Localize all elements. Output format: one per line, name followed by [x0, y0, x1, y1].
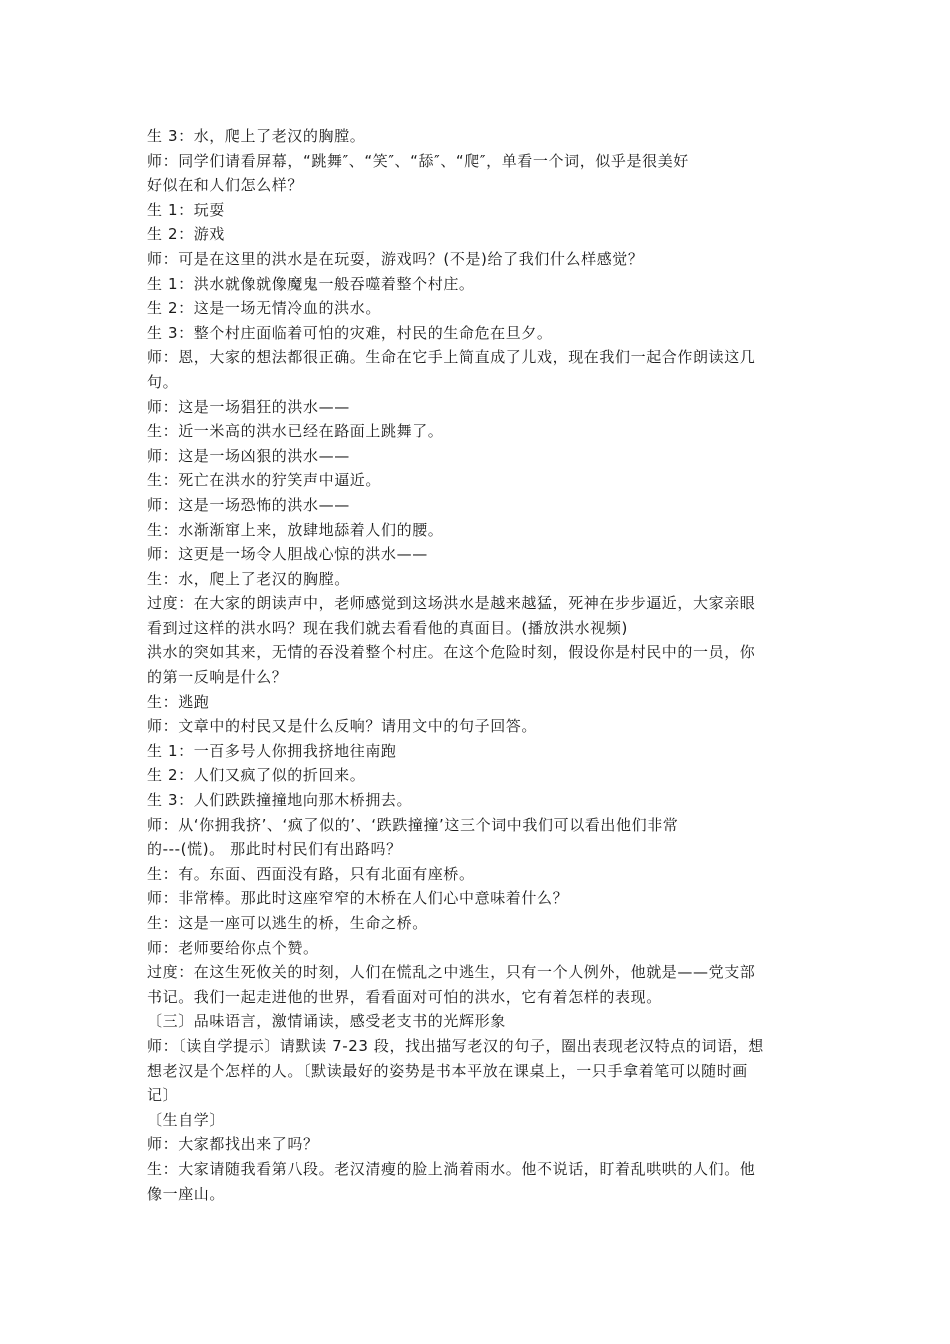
text-line: 生 1：玩耍: [147, 200, 225, 219]
text-line: 像一座山。: [147, 1184, 226, 1203]
text-line: 书记。我们一起走进他的世界，看看面对可怕的洪水，它有着怎样的表现。: [147, 987, 662, 1006]
text-line: 师：文章中的村民又是什么反响？请用文中的句子回答。: [147, 717, 538, 736]
text-line: 师：可是在这里的洪水是在玩耍，游戏吗？(不是)给了我们什么样感觉？: [147, 249, 644, 268]
text-line: 生：水，爬上了老汉的胸膛。: [147, 569, 350, 588]
text-line: 生 2：人们又疯了似的折回来。: [147, 766, 366, 785]
text-line: 师：大家都找出来了吗？: [147, 1135, 319, 1154]
text-line: 好似在和人们怎么样？: [147, 176, 304, 195]
text-line: 师：恩，大家的想法都很正确。生命在它手上简直成了儿戏，现在我们一起合作朗读这几: [147, 348, 756, 367]
text-line: 〔生自学〕: [147, 1110, 226, 1129]
text-line: 生：这是一座可以逃生的桥，生命之桥。: [147, 914, 428, 932]
text-line: 生 2：这是一场无情冷血的洪水。: [147, 299, 381, 318]
text-line: 生 1：一百多号人你拥我挤地往南跑: [147, 741, 397, 760]
text-line: 过度：在大家的朗读声中，老师感觉到这场洪水是越来越猛，死神在步步逼近，大家亲眼: [147, 594, 756, 613]
text-line: 师：非常棒。那此时这座窄窄的木桥在人们心中意味着什么？: [147, 889, 569, 908]
text-line: 看到过这样的洪水吗？现在我们就去看看他的真面目。(播放洪水视频): [147, 618, 628, 637]
text-line: 想老汉是个怎样的人。〔默读最好的姿势是书本平放在课桌上，一只手拿着笔可以随时画: [147, 1061, 748, 1080]
text-line: 记〕: [147, 1086, 179, 1105]
text-line: 师：这是一场恐怖的洪水——: [147, 495, 350, 514]
text-line: 生 2：游戏: [147, 225, 225, 244]
text-line: 生 3：人们跌跌撞撞地向那木桥拥去。: [147, 791, 413, 810]
text-line: 师：这是一场猖狂的洪水——: [147, 397, 350, 416]
text-line: 师：这是一场凶狠的洪水——: [147, 446, 350, 465]
text-line: 生：死亡在洪水的狞笑声中逼近。: [147, 471, 382, 490]
section-heading: 〔三〕品味语言，激情诵读，感受老支书的光辉形象: [147, 1012, 506, 1031]
text-line: 生：有。东面、西面没有路，只有北面有座桥。: [147, 864, 475, 883]
text-line: 生：近一米高的洪水已经在路面上跳舞了。: [147, 422, 444, 441]
text-line: 的第一反响是什么？: [147, 668, 288, 687]
text-line: 师：老师要给你点个赞。: [147, 938, 319, 957]
text-line: 师：这更是一场令人胆战心惊的洪水——: [147, 545, 428, 564]
text-line: 师：从‘你拥我挤’、‘疯了似的’、‘跌跌撞撞’这三个词中我们可以看出他们非常: [147, 815, 679, 834]
document-body: [147, 124, 807, 1206]
text-line: 生 1：洪水就像就像魔鬼一般吞噬着整个村庄。: [147, 274, 475, 293]
text-line: 过度：在这生死攸关的时刻，人们在慌乱之中逃生，只有一个人例外，他就是——党支部: [147, 963, 756, 982]
text-line: 生：大家请随我看第八段。老汉清瘦的脸上淌着雨水。他不说话，盯着乱哄哄的人们。他: [147, 1159, 756, 1178]
text-line: 师：同学们请看屏幕，“跳舞″、“笑″、“舔″、“爬″，单看一个词，似乎是很美好: [147, 151, 689, 170]
text-line: 生：水渐渐窜上来，放肆地舔着人们的腰。: [147, 520, 444, 539]
text-line: 生 3：整个村庄面临着可怕的灾难，村民的生命危在旦夕。: [147, 323, 553, 342]
text-line: 生：逃跑: [147, 692, 210, 711]
text-line: 句。: [147, 372, 179, 391]
text-line: 的---(慌)。 那此时村民们有出路吗？: [147, 840, 402, 859]
text-line: 师：〔读自学提示〕请默读 7-23 段，找出描写老汉的句子，圈出表现老汉特点的词语，想: [147, 1036, 764, 1055]
text-line: 洪水的突如其来，无情的吞没着整个村庄。在这个危险时刻，假设你是村民中的一员，你: [147, 643, 756, 662]
text-line: 生 3：水，爬上了老汉的胸膛。: [147, 127, 366, 145]
